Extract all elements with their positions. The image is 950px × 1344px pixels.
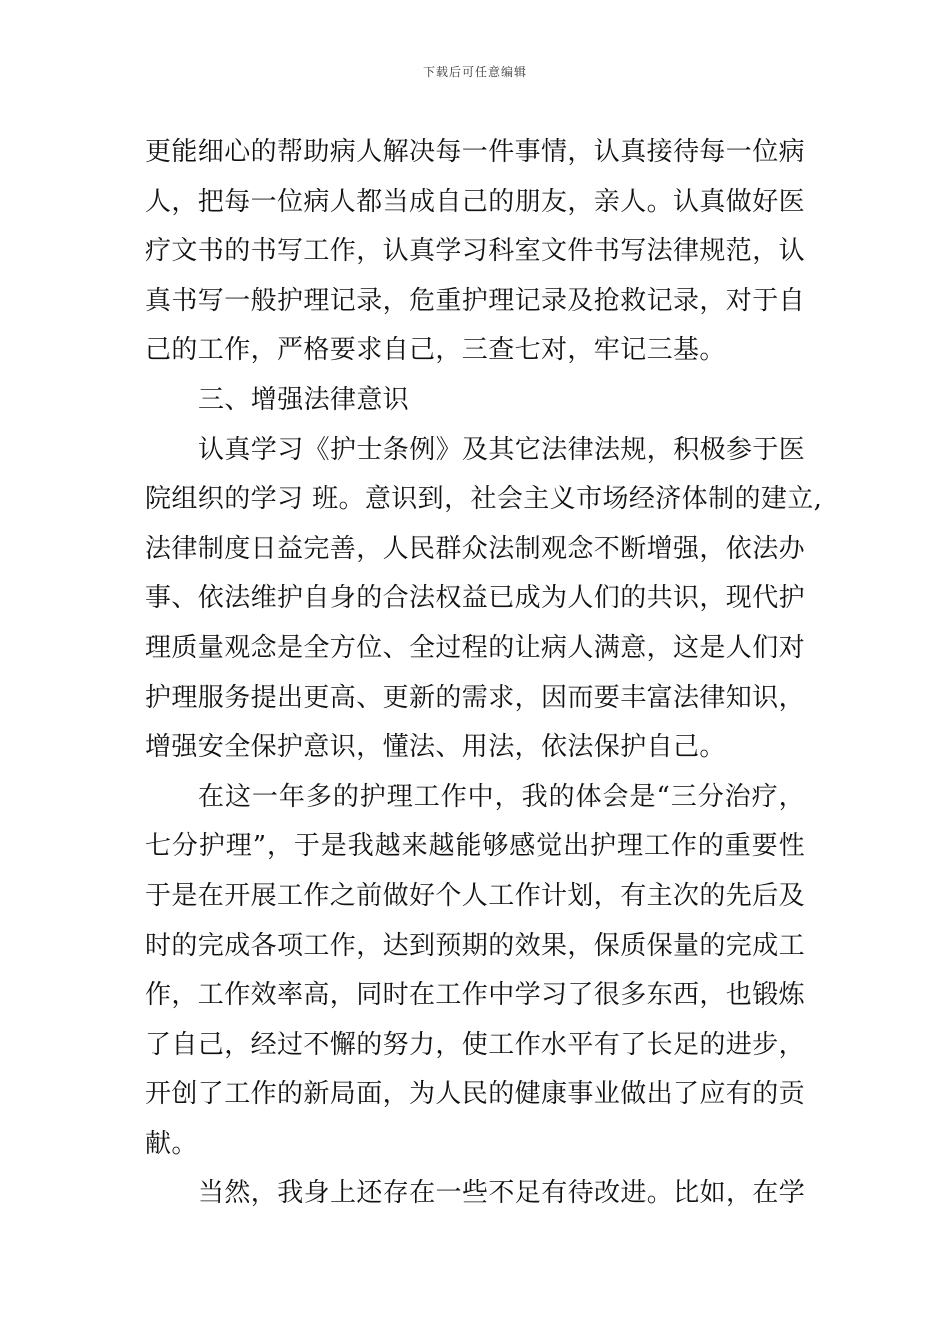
text-line: 人，把每一位病人都当成自己的朋友，亲人。认真做好医	[145, 186, 806, 217]
text-line: 护理服务提出更高、更新的需求，因而要丰富法律知识，	[145, 682, 806, 713]
text-line: 理质量观念是全方位、全过程的让病人满意，这是人们对	[145, 632, 806, 663]
section-heading: 三、增强法律意识	[198, 384, 410, 415]
text-line: 事、依法维护自身的合法权益已成为人们的共识，现代护	[145, 583, 806, 614]
text-line: 开创了工作的新局面，为人民的健康事业做出了应有的贡	[145, 1079, 806, 1110]
text-line: 认真学习《护士条例》及其它法律法规，积极参于医	[198, 434, 806, 465]
document-body	[145, 128, 823, 1219]
text-line: 法律制度日益完善，人民群众法制观念不断增强，依法办	[145, 533, 806, 564]
text-line: 当然，我身上还存在一些不足有待改进。比如，在学	[198, 1178, 806, 1209]
text-line: 增强安全保护意识，懂法、用法，依法保护自己。	[145, 732, 726, 763]
text-line: 己的工作，严格要求自己，三查七对，牢记三基。	[145, 335, 726, 366]
text-line: 于是在开展工作之前做好个人工作计划，有主次的先后及	[145, 880, 806, 911]
text-line: 作，工作效率高，同时在工作中学习了很多东西，也锻炼	[145, 980, 806, 1011]
text-line: 在这一年多的护理工作中，我的体会是“三分治疗，	[198, 781, 805, 812]
text-line: 时的完成各项工作，达到预期的效果，保质保量的完成工	[145, 930, 806, 961]
page-header: 下载后可任意编辑	[422, 65, 527, 79]
text-line: 更能细心的帮助病人解决每一件事情，认真接待每一位病	[145, 137, 806, 167]
text-line: 献。	[145, 1128, 198, 1159]
text-line: 真书写一般护理记录，危重护理记录及抢救记录，对于自	[145, 285, 806, 316]
text-line: 疗文书的书写工作，认真学习科室文件书写法律规范，认	[145, 236, 806, 267]
text-line: 院组织的学习 班。意识到，社会主义市场经济体制的建立,	[145, 484, 823, 515]
text-line: 了自己，经过不懈的努力，使工作水平有了长足的进步，	[145, 1029, 806, 1060]
text-line: 七分护理”，于是我越来越能够感觉出护理工作的重要性	[145, 831, 805, 862]
